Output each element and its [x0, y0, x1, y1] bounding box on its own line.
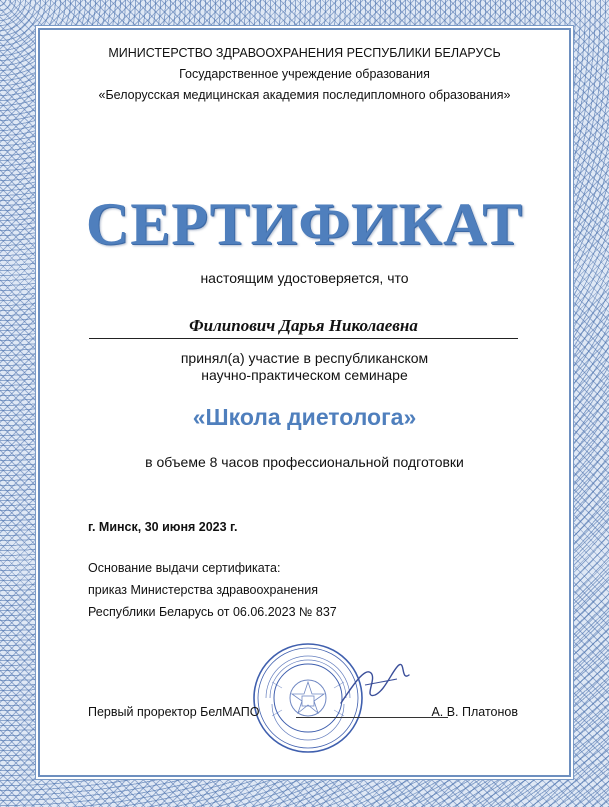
basis-line-3: Республики Беларусь от 06.06.2023 № 837: [88, 605, 337, 619]
hours-text: в объеме 8 часов профессиональной подготовки: [145, 454, 464, 470]
signatory-name: А. В. Платонов: [431, 705, 518, 719]
event-title: «Школа диетолога»: [192, 404, 417, 430]
recipient-name: Филипович Дарья Николаевна: [89, 316, 518, 339]
institution-name-line: «Белорусская медицинская академия последипломного образования»: [98, 88, 511, 102]
place-date: г. Минск, 30 июня 2023 г.: [88, 520, 238, 534]
issuer-header: [40, 43, 569, 106]
participation-line-1: принял(а) участие в республиканском: [180, 350, 429, 366]
ministry-line: МИНИСТЕРСТВО ЗДРАВООХРАНЕНИЯ РЕСПУБЛИКИ БЕЛАРУСЬ: [108, 46, 501, 60]
issuance-basis: [88, 557, 337, 623]
basis-line-2: приказ Министерства здравоохранения: [88, 583, 318, 597]
signatory-role: Первый проректор БелМАПО: [88, 705, 260, 719]
certificate-body: [40, 30, 569, 775]
participation-text: [40, 350, 569, 384]
signature-line: [296, 717, 448, 718]
participation-line-2: научно-практическом семинаре: [201, 367, 408, 383]
certifies-text: настоящим удостоверяется, что: [200, 270, 409, 286]
handwritten-signature: [335, 655, 415, 715]
institution-type-line: Государственное учреждение образования: [179, 67, 430, 81]
basis-line-1: Основание выдачи сертификата:: [88, 561, 281, 575]
certificate-title: СЕРТИФИКАТ: [85, 191, 524, 257]
